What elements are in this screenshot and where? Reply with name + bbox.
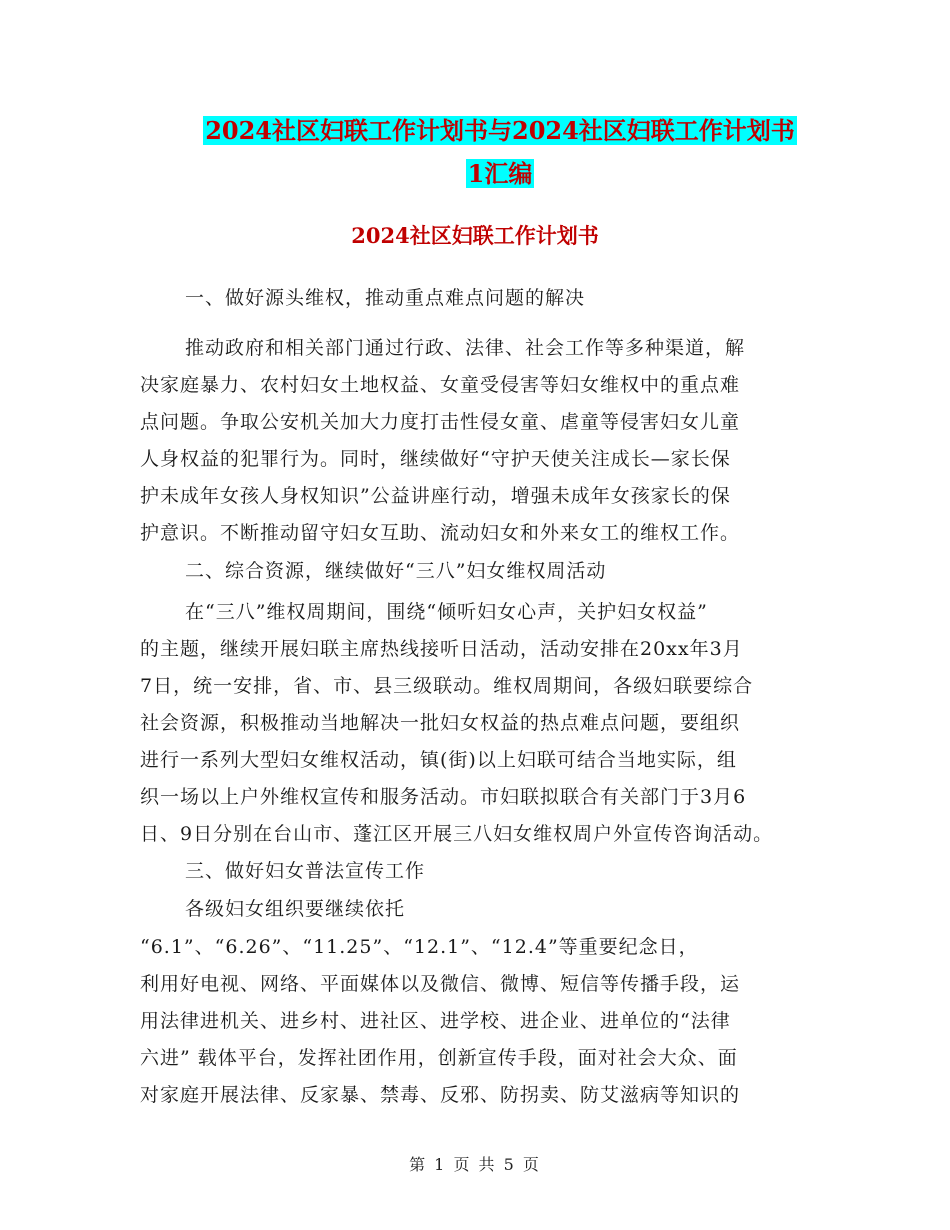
- paragraph-line: 进行一系列大型妇女维权活动，镇(街)以上妇联可结合当地实际，组: [140, 749, 737, 771]
- paragraph-line: 点问题。争取公安机关加大力度打击性侵女童、虐童等侵害妇女儿童: [140, 411, 741, 433]
- section-title: 2024社区妇联工作计划书: [351, 223, 599, 248]
- paragraph-line: 的主题，继续开展妇联主席热线接听日活动，活动安排在20xx年3月: [140, 638, 743, 660]
- document-title-line-2: 1汇编: [467, 159, 533, 188]
- paragraph-line: 对家庭开展法律、反家暴、禁毒、反邪、防拐卖、防艾滋病等知识的: [140, 1084, 741, 1106]
- paragraph-line: 决家庭暴力、农村妇女土地权益、女童受侵害等妇女维权中的重点难: [140, 374, 741, 396]
- document-title-line-1: 2024社区妇联工作计划书与2024社区妇联工作计划书: [205, 116, 795, 145]
- heading-2: 二、综合资源，继续做好“三八”妇女维权周活动: [185, 560, 607, 582]
- paragraph-line: 推动政府和相关部门通过行政、法律、社会工作等多种渠道，解: [185, 337, 746, 359]
- paragraph-line: 7日，统一安排，省、市、县三级联动。维权周期间，各级妇联要综合: [140, 675, 754, 697]
- paragraph-line: “6.1”、“6.26”、“11.25”、“12.1”、“12.4”等重要纪念日，: [140, 936, 699, 958]
- paragraph-line: 各级妇女组织要继续依托: [185, 898, 406, 920]
- paragraph-line: 六进” 载体平台，发挥社团作用，创新宣传手段，面对社会大众、面: [140, 1047, 738, 1069]
- paragraph-line: 织一场以上户外维权宣传和服务活动。市妇联拟联合有关部门于3月6: [140, 786, 747, 808]
- paragraph-line: 护未成年女孩人身权知识”公益讲座行动，增强未成年女孩家长的保: [140, 485, 731, 507]
- paragraph-line: 在“三八”维权周期间，围绕“倾听妇女心声，关护妇女权益”: [185, 601, 708, 623]
- paragraph-line: 人身权益的犯罪行为。同时，继续做好“守护天使关注成长—家长保: [140, 448, 731, 470]
- paragraph-line: 用法律进机关、进乡村、进社区、进学校、进企业、进单位的“法律: [140, 1010, 731, 1032]
- heading-3: 三、做好妇女普法宣传工作: [185, 860, 426, 882]
- heading-1: 一、做好源头维权，推动重点难点问题的解决: [185, 287, 586, 309]
- paragraph-line: 日、9日分别在台山市、蓬江区开展三八妇女维权周户外宣传咨询活动。: [140, 823, 774, 845]
- page-number-footer: 第 1 页 共 5 页: [409, 1155, 541, 1174]
- paragraph-line: 社会资源，积极推动当地解决一批妇女权益的热点难点问题，要组织: [140, 712, 741, 734]
- paragraph-line: 利用好电视、网络、平面媒体以及微信、微博、短信等传播手段，运: [140, 973, 741, 995]
- paragraph-line: 护意识。不断推动留守妇女互助、流动妇女和外来女工的维权工作。: [140, 522, 741, 544]
